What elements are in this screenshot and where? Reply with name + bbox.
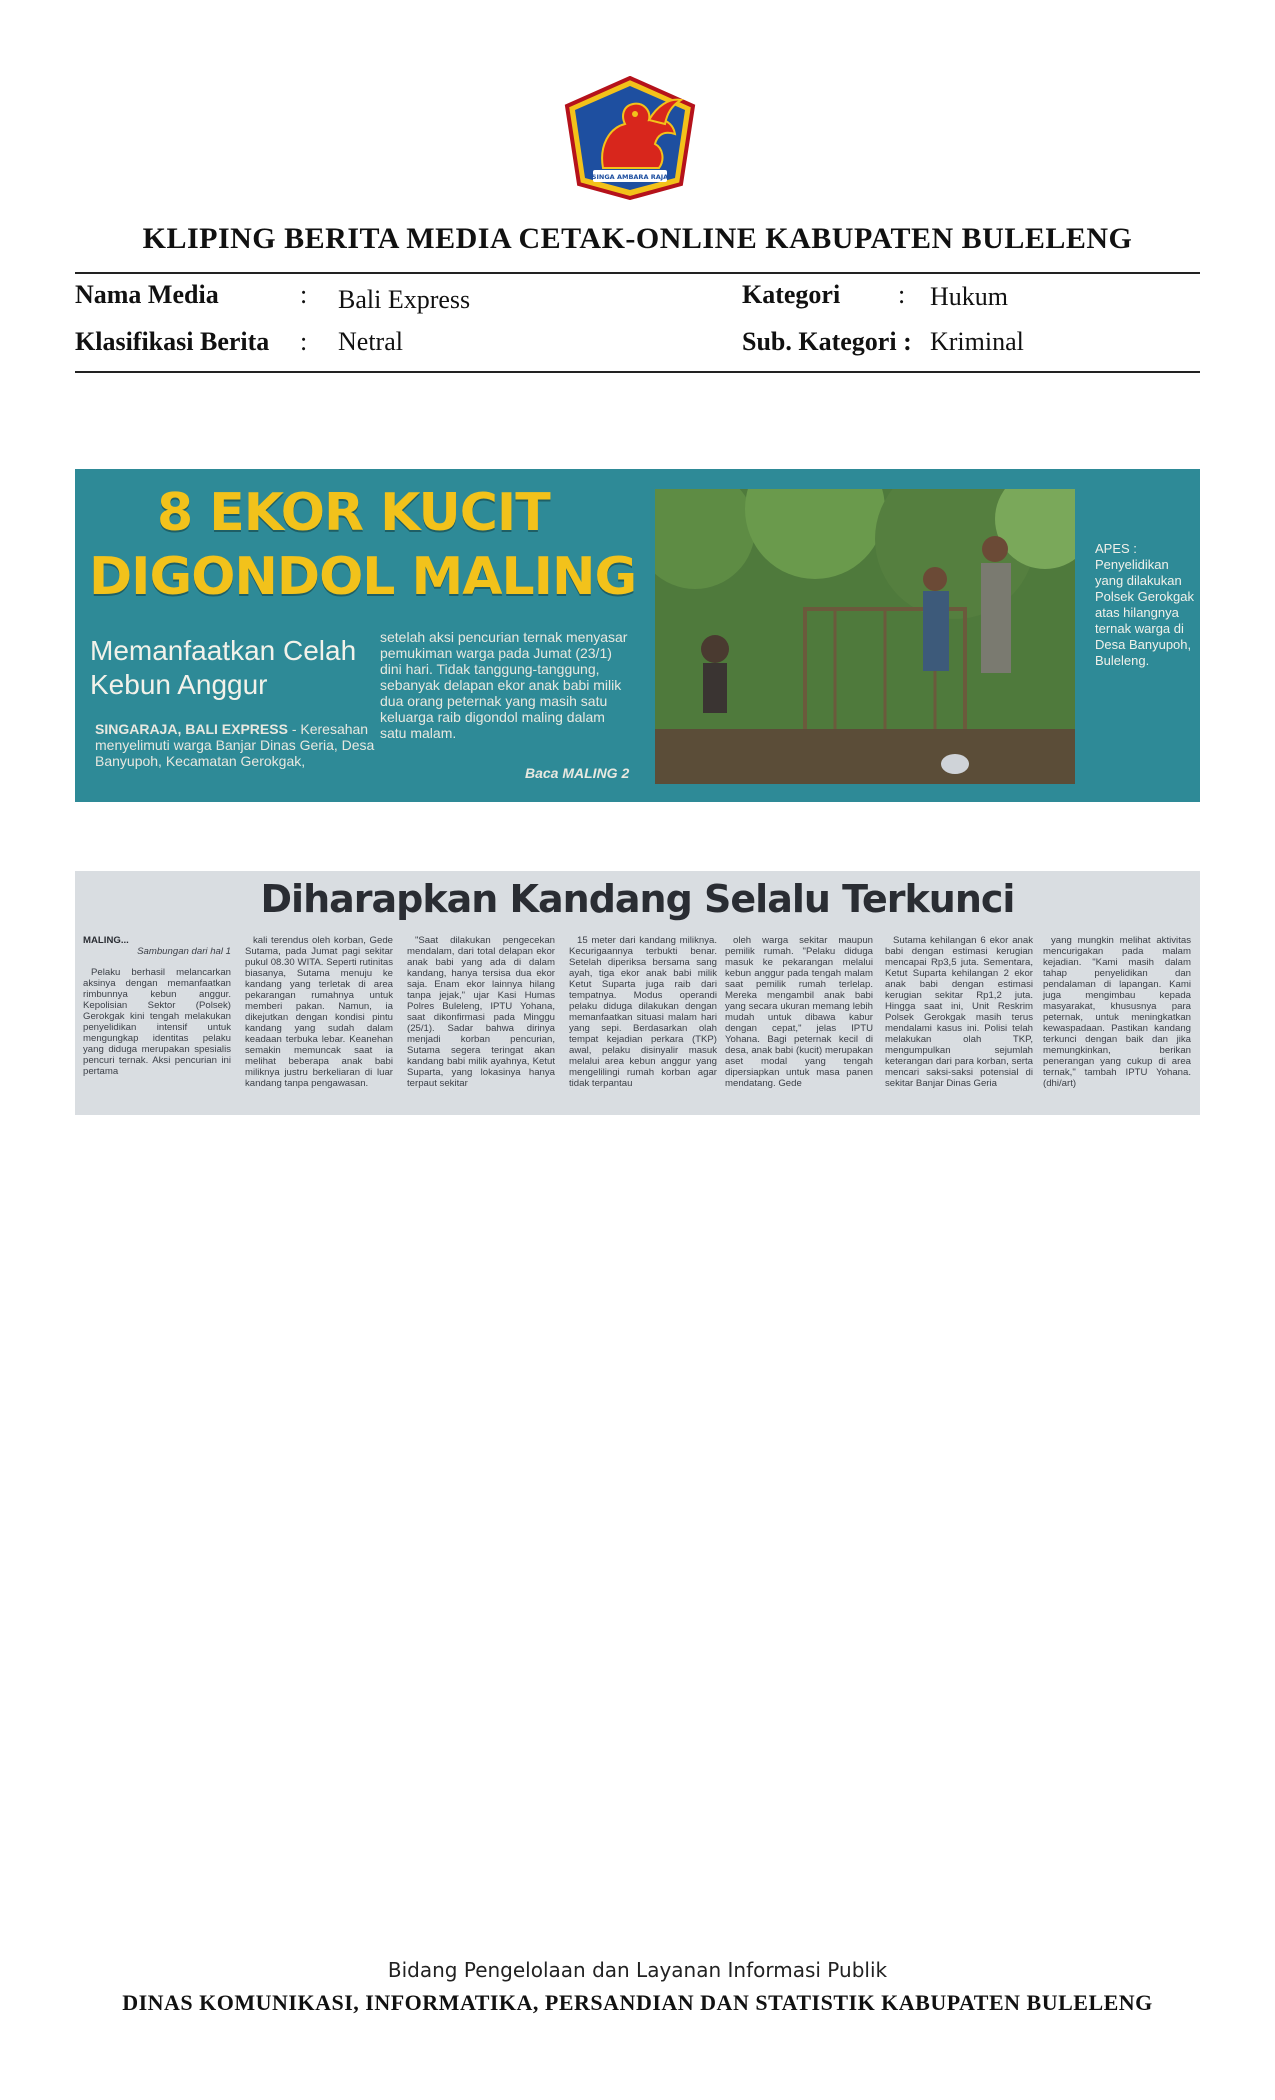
continuation-tag: MALING... [83, 935, 129, 946]
sub-kategori-value: Kriminal [930, 327, 1024, 356]
colon: : [300, 280, 308, 309]
title-rule [75, 272, 1200, 274]
headline-line-1: 8 EKOR KUCIT [157, 483, 550, 543]
lede-right: setelah aksi pencurian ternak menyasar pemukiman warga pada Jumat (23/1) dini hari. Tidak tanggung-tanggung, sebanyak delapan ekor anak babi milik dua orang peternak yang masih satu keluarga raib digondol maling dalam satu malam. [380, 629, 628, 741]
subheadline: Memanfaatkan Celah Kebun Anggur [90, 635, 357, 700]
document-title: KLIPING BERITA MEDIA CETAK-ONLINE KABUPATEN BULELENG [142, 222, 1133, 255]
column-text: Pelaku berhasil melancarkan aksinya dengan memanfaatkan rimbunnya kebun anggur. Kepolisian Sektor (Polsek) Gerokgak kini tengah melakukan penyelidikan intensif untuk mengungkap identitas pelaku yang diduga merupakan spesialis pencuri ternak. Aksi pencurian ini pertama [83, 967, 231, 1077]
column-text: oleh warga sekitar maupun pemilik rumah. "Pelaku diduga masuk ke pekarangan melalui kebun anggur pada tengah malam saat pemilik rumah terlelap. Mereka mengambil anak babi yang secara ukuran memang lebih mudah untuk dibawa kabur dengan cepat," jelas IPTU Yohana. Bagi peternak kecil di desa, anak babi (kucit) merupakan aset modal yang tengah dipersiapkan untuk masa panen mendatang. Gede [725, 935, 873, 1089]
footer-agency: DINAS KOMUNIKASI, INFORMATIKA, PERSANDIAN DAN STATISTIK KABUPATEN BULELENG [122, 1990, 1153, 2015]
kategori-value: Hukum [930, 282, 1008, 311]
kategori-label: Kategori [742, 280, 841, 309]
colon: : [898, 280, 906, 309]
article-column [725, 935, 873, 1089]
continuation-note: Sambungan dari hal 1 [137, 946, 231, 957]
nama-media-value: Bali Express [338, 285, 471, 314]
article-column [1043, 935, 1191, 1089]
column-text: yang mungkin melihat aktivitas mencurigakan pada malam kejadian. "Kami masih dalam tahap penyelidikan dan pendalaman di lapangan. Kami juga mengimbau kepada masyarakat, khususnya para peternak, untuk meningkatkan kewaspadaan. Pastikan kandang terkunci dengan baik dan jika memungkinkan, berikan penerangan yang cukup di area ternak," tambah IPTU Yohana. (dhi/art) [1043, 935, 1191, 1089]
column-text: kali terendus oleh korban, Gede Sutama, pada Jumat pagi sekitar pukul 08.30 WITA. Seperti rutinitas biasanya, Sutama menuju ke kandang yang terletak di area pekarangan rumahnya untuk memberi pakan. Namun, ia dikejutkan dengan kondisi pintu kandang yang sudah dalam keadaan terbuka lebar. Keanehan semakin memuncak saat ia melihat beberapa anak babi miliknya justru berkeliaran di luar kandang tanpa pengawasan. [245, 935, 393, 1089]
news-clipping-article [75, 871, 1200, 1115]
colon: : [300, 327, 308, 356]
article-column [569, 935, 717, 1089]
logo-text: SINGA AMBARA RAJA [591, 173, 669, 181]
sub-kategori-label: Sub. Kategori : [742, 327, 912, 356]
news-clipping-headline [75, 469, 1200, 802]
news-photo [655, 489, 1075, 784]
article-column [885, 935, 1033, 1089]
article-column [83, 935, 231, 1077]
column-text: Sutama kehilangan 6 ekor anak babi dengan estimasi kerugian mencapai Rp3,5 juta. Sementara, Ketut Suparta kehilangan 2 ekor anak babi dengan estimasi kerugian sekitar Rp1,2 juta. Hingga saat ini, Unit Reskrim Polsek Gerokgak masih terus mendalami kasus ini. Polisi telah melakukan olah TKP, mengumpulkan sejumlah keterangan dari para korban, serta mencari saksi-saksi potensial di sekitar Banjar Dinas Geria [885, 935, 1033, 1089]
continued-reference: Baca MALING 2 [525, 765, 630, 781]
article-title: Diharapkan Kandang Selalu Terkunci [260, 877, 1015, 921]
klasifikasi-label: Klasifikasi Berita [75, 327, 270, 356]
column-text: 15 meter dari kandang miliknya. Kecurigaannya terbukti benar. Setelah diperiksa bersama sang ayah, tiga ekor anak babi milik Ketut Suparta juga raib dari tempatnya. Modus operandi pelaku diduga dilakukan dengan memanfaatkan situasi malam hari yang sepi. Berdasarkan olah tempat kejadian perkara (TKP) awal, pelaku disinyalir masuk melalui area kebun anggur yang mengelilingi rumah korban agar tidak terpantau [569, 935, 717, 1089]
meta-rule [75, 371, 1200, 373]
article-column [407, 935, 555, 1089]
photo-caption: APES : Penyelidikan yang dilakukan Polsek Gerokgak atas hilangnya ternak warga di Desa Banyupoh, Buleleng. [1095, 541, 1194, 668]
nama-media-label: Nama Media [75, 280, 219, 309]
singa-ambara-raja-logo-icon [563, 76, 697, 200]
dateline: SINGARAJA, BALI EXPRESS [95, 721, 288, 737]
article-column [245, 935, 393, 1089]
lede-left [95, 721, 395, 769]
headline-line-2: DIGONDOL MALING [89, 547, 637, 607]
footer-department: Bidang Pengelolaan dan Layanan Informasi Publik [387, 1958, 888, 1982]
klasifikasi-value: Netral [338, 327, 403, 356]
lede-left-text: - Keresahan menyelimuti warga Banjar Dinas Geria, Desa Banyupoh, Kecamatan Gerokgak, [95, 721, 375, 769]
column-text: "Saat dilakukan pengecekan mendalam, dari total delapan ekor anak babi yang ada di dalam kandang, hanya tersisa dua ekor saja. Enam ekor lainnya hilang tanpa jejak," ujar Kasi Humas Polres Buleleng, IPTU Yohana, saat dikonfirmasi pada Minggu (25/1). Sadar bahwa dirinya menjadi korban pencurian, Sutama segera teringat akan kandang babi milik ayahnya, Ketut Suparta, yang lokasinya hanya terpaut sekitar [407, 935, 555, 1089]
